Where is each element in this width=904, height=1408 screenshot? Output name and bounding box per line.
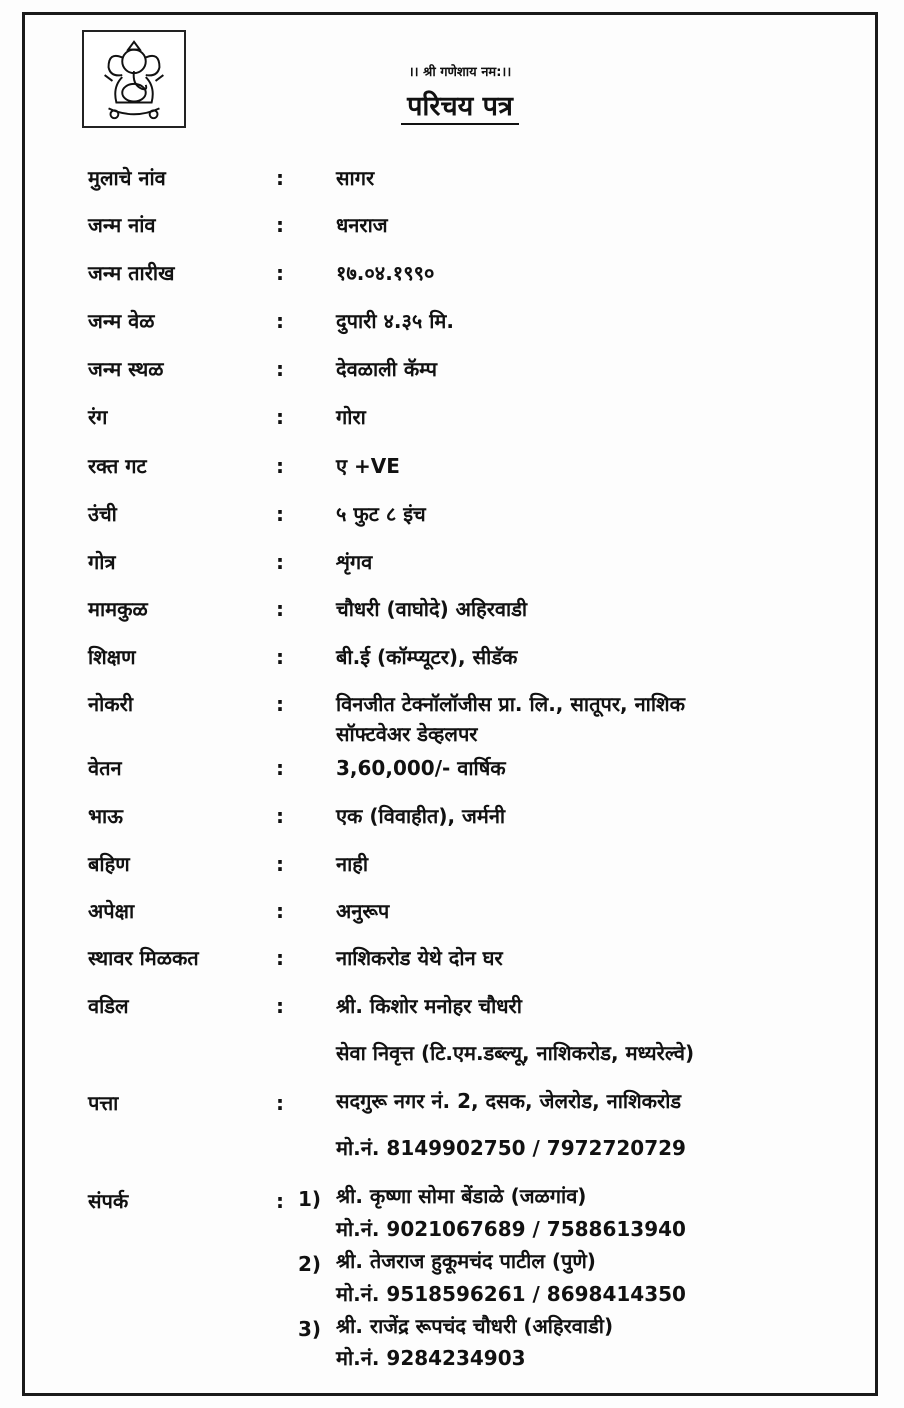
field-label: रक्त गट: [88, 454, 147, 478]
field-value: नाशिकरोड येथे दोन घर: [336, 946, 503, 970]
field-colon: :: [276, 756, 284, 780]
contacts-colon: :: [276, 1189, 284, 1213]
field-colon: :: [276, 357, 284, 381]
contact-name: श्री. तेजराज हुकूमचंद पाटील (पुणे): [336, 1249, 596, 1273]
field-value: नाही: [336, 852, 369, 876]
ganesha-drawing: [84, 32, 184, 126]
field-value: देवळाली कॅम्प: [336, 357, 437, 381]
field-colon: :: [276, 261, 284, 285]
field-label: मुलाचे नांव: [88, 166, 166, 190]
field-colon: :: [276, 597, 284, 621]
field-colon: :: [276, 804, 284, 828]
contacts-label: संपर्क: [88, 1189, 129, 1213]
field-label: वेतन: [88, 756, 122, 780]
field-colon: :: [276, 213, 284, 237]
field-colon: :: [276, 692, 284, 716]
field-label: पत्ता: [88, 1091, 119, 1115]
ganesha-icon: [82, 30, 186, 128]
field-value: बी.ई (कॉम्प्यूटर), सीडॅक: [336, 645, 518, 669]
field-colon: :: [276, 1091, 284, 1115]
field-colon: :: [276, 852, 284, 876]
field-label: जन्म स्थळ: [88, 357, 164, 381]
field-colon: :: [276, 454, 284, 478]
field-value: सागर: [336, 166, 375, 190]
field-colon: :: [276, 405, 284, 429]
field-value: १७.०४.१९९०: [336, 261, 435, 285]
field-label: नोकरी: [88, 692, 133, 716]
page-title-text: परिचय पत्र: [401, 91, 519, 125]
contact-number: 1): [298, 1187, 322, 1211]
field-colon: :: [276, 550, 284, 574]
contact-phone: मो.नं. 9518596261 / 8698414350: [336, 1282, 686, 1306]
contact-number: 2): [298, 1252, 322, 1276]
contact-phone: मो.नं. 9021067689 / 7588613940: [336, 1217, 686, 1241]
field-label: गोत्र: [88, 550, 116, 574]
field-colon: :: [276, 946, 284, 970]
page-title: [300, 86, 620, 123]
field-value: ए +VE: [336, 454, 400, 478]
contact-name: श्री. राजेंद्र रूपचंद चौधरी (अहिरवाडी): [336, 1314, 614, 1338]
field-value: शृंगव: [336, 550, 373, 574]
field-label: उंची: [88, 502, 117, 526]
field-colon: :: [276, 899, 284, 923]
contact-number: 3): [298, 1317, 322, 1341]
field-colon: :: [276, 645, 284, 669]
field-value-line2: सॉफ्टवेअर डेव्हलपर: [336, 722, 478, 746]
field-label: जन्म तारीख: [88, 261, 175, 285]
field-value: चौधरी (वाघोदे) अहिरवाडी: [336, 597, 528, 621]
field-label: जन्म वेळ: [88, 309, 155, 333]
field-label: वडिल: [88, 994, 129, 1018]
field-value: दुपारी ४.३५ मि.: [336, 309, 454, 333]
field-label: शिक्षण: [88, 645, 136, 669]
field-value: गोरा: [336, 405, 366, 429]
field-colon: :: [276, 309, 284, 333]
contact-name: श्री. कृष्णा सोमा बेंडाळे (जळगांव): [336, 1184, 587, 1208]
field-colon: :: [276, 502, 284, 526]
field-label: रंग: [88, 405, 108, 429]
field-colon: :: [276, 166, 284, 190]
field-value: एक (विवाहीत), जर्मनी: [336, 804, 506, 828]
field-value: ५ फुट ८ इंच: [336, 502, 426, 526]
field-value: अनुरूप: [336, 899, 390, 923]
field-value: विनजीत टेक्नॉलॉजीस प्रा. लि., सातूपर, नाशिक: [336, 692, 685, 716]
field-label: अपेक्षा: [88, 899, 135, 923]
contact-phone: मो.नं. 9284234903: [336, 1346, 526, 1370]
field-label: जन्म नांव: [88, 213, 156, 237]
field-value: सदगुरू नगर नं. 2, दसक, जेलरोड, नाशिकरोड: [336, 1089, 682, 1113]
field-value-line2: सेवा निवृत्त (टि.एम.डब्ल्यू, नाशिकरोड, मध्यरेल्वे): [336, 1041, 695, 1065]
field-value-line2: मो.नं. 8149902750 / 7972720729: [336, 1136, 686, 1160]
field-label: स्थावर मिळकत: [88, 946, 199, 970]
field-value: 3,60,000/- वार्षिक: [336, 756, 506, 780]
invocation-text: ।। श्री गणेशाय नम:।।: [408, 65, 512, 80]
field-colon: :: [276, 994, 284, 1018]
field-label: भाऊ: [88, 804, 123, 828]
field-label: मामकुळ: [88, 597, 148, 621]
field-value: श्री. किशोर मनोहर चौधरी: [336, 994, 522, 1018]
field-value: धनराज: [336, 213, 388, 237]
field-label: बहिण: [88, 852, 130, 876]
